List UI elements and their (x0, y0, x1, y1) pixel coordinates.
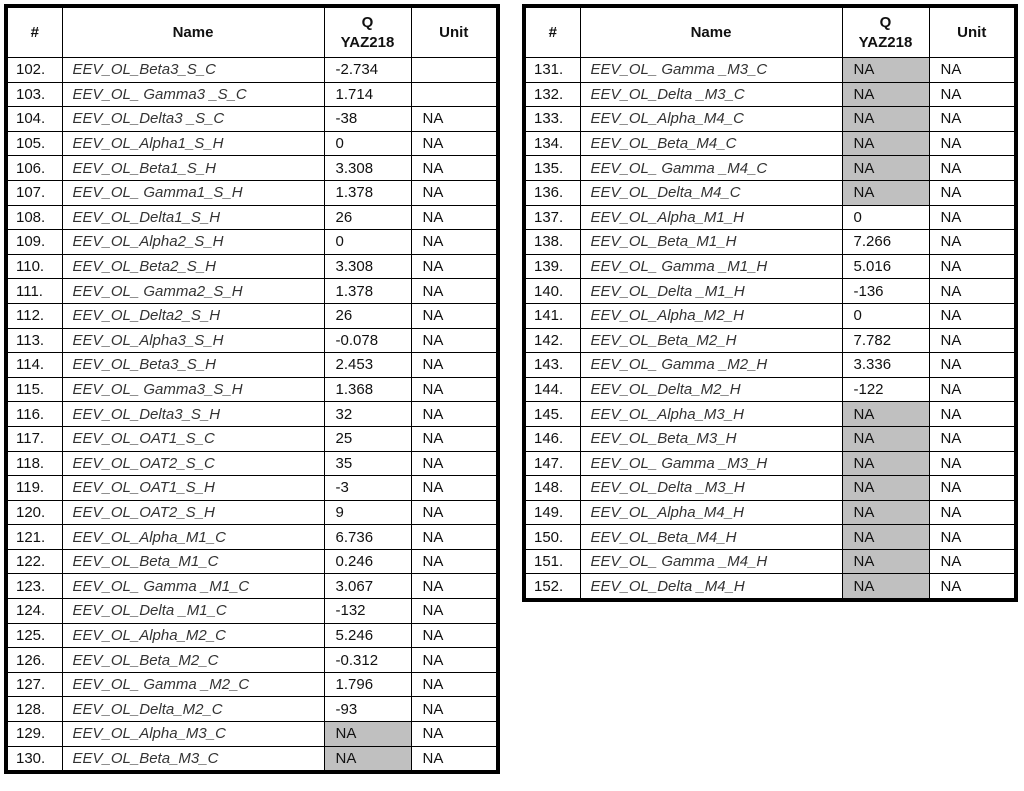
parameter-name: EEV_OL_Beta3_S_H (62, 353, 324, 378)
row-number: 138. (524, 230, 580, 255)
parameter-table-right (522, 4, 1018, 602)
unit-value: NA (929, 549, 1016, 574)
q-yaz218-value: NA (842, 156, 929, 181)
parameter-name: EEV_OL_ Gamma3 _S_C (62, 82, 324, 107)
q-yaz218-value: NA (842, 476, 929, 501)
row-number: 152. (524, 574, 580, 600)
row-number: 135. (524, 156, 580, 181)
row-number: 129. (6, 722, 62, 747)
parameter-name: EEV_OL_Delta_M2_H (580, 377, 842, 402)
row-number: 130. (6, 746, 62, 772)
table-row (6, 377, 498, 402)
q-yaz218-value: 0.246 (324, 549, 411, 574)
header-q-yaz218 (324, 6, 411, 58)
unit-value: NA (929, 82, 1016, 107)
table-row (6, 426, 498, 451)
table-row (524, 451, 1016, 476)
q-yaz218-value: 1.368 (324, 377, 411, 402)
parameter-name: EEV_OL_ Gamma _M3_C (580, 58, 842, 83)
parameter-name: EEV_OL_Beta_M2_H (580, 328, 842, 353)
table-row (524, 377, 1016, 402)
row-number: 121. (6, 525, 62, 550)
parameter-name: EEV_OL_Delta_M2_C (62, 697, 324, 722)
row-number: 103. (6, 82, 62, 107)
table-row (6, 82, 498, 107)
q-yaz218-value: 3.336 (842, 353, 929, 378)
row-number: 136. (524, 180, 580, 205)
table-row (6, 549, 498, 574)
row-number: 132. (524, 82, 580, 107)
parameter-name: EEV_OL_Alpha_M4_H (580, 500, 842, 525)
parameter-name: EEV_OL_Alpha_M3_C (62, 722, 324, 747)
parameter-name: EEV_OL_Alpha_M1_C (62, 525, 324, 550)
unit-value: NA (411, 451, 498, 476)
row-number: 117. (6, 426, 62, 451)
row-number: 144. (524, 377, 580, 402)
row-number: 151. (524, 549, 580, 574)
parameter-table-left (4, 4, 500, 774)
unit-value: NA (411, 107, 498, 132)
table-row (524, 328, 1016, 353)
parameter-name: EEV_OL_Alpha_M3_H (580, 402, 842, 427)
parameter-name: EEV_OL_Beta_M2_C (62, 648, 324, 673)
table-row (6, 353, 498, 378)
table-body-left (6, 58, 498, 773)
q-yaz218-value: 35 (324, 451, 411, 476)
table-row (6, 230, 498, 255)
header-q-line2: YAZ218 (858, 33, 913, 51)
unit-value: NA (411, 599, 498, 624)
unit-value: NA (929, 156, 1016, 181)
q-yaz218-value: 9 (324, 500, 411, 525)
row-number: 128. (6, 697, 62, 722)
unit-value: NA (411, 746, 498, 772)
q-yaz218-value: 0 (324, 230, 411, 255)
parameter-name: EEV_OL_OAT2_S_C (62, 451, 324, 476)
header-row (524, 6, 1016, 58)
unit-value: NA (929, 402, 1016, 427)
table-row (6, 648, 498, 673)
row-number: 118. (6, 451, 62, 476)
table-row (6, 254, 498, 279)
q-yaz218-value: 32 (324, 402, 411, 427)
row-number: 110. (6, 254, 62, 279)
row-number: 113. (6, 328, 62, 353)
parameter-name: EEV_OL_Beta_M1_H (580, 230, 842, 255)
parameter-name: EEV_OL_Delta _M3_C (580, 82, 842, 107)
unit-value: NA (411, 476, 498, 501)
q-yaz218-value: 6.736 (324, 525, 411, 550)
row-number: 127. (6, 672, 62, 697)
table-row (6, 205, 498, 230)
q-yaz218-value: NA (842, 131, 929, 156)
parameter-name: EEV_OL_Alpha3_S_H (62, 328, 324, 353)
q-yaz218-value: 0 (842, 303, 929, 328)
unit-value: NA (411, 156, 498, 181)
unit-value: NA (929, 205, 1016, 230)
unit-value: NA (929, 574, 1016, 600)
unit-value: NA (411, 722, 498, 747)
q-yaz218-value: 1.796 (324, 672, 411, 697)
q-yaz218-value: NA (842, 180, 929, 205)
row-number: 141. (524, 303, 580, 328)
q-yaz218-value: 3.308 (324, 156, 411, 181)
unit-value: NA (929, 426, 1016, 451)
parameter-name: EEV_OL_Beta3_S_C (62, 58, 324, 83)
row-number: 142. (524, 328, 580, 353)
table-row (6, 107, 498, 132)
unit-value: NA (411, 648, 498, 673)
row-number: 148. (524, 476, 580, 501)
unit-value: NA (929, 377, 1016, 402)
q-yaz218-value: -38 (324, 107, 411, 132)
header-unit: Unit (411, 6, 498, 58)
table-row (6, 697, 498, 722)
q-yaz218-value: NA (324, 722, 411, 747)
unit-value (411, 82, 498, 107)
q-yaz218-value: -0.312 (324, 648, 411, 673)
parameter-name: EEV_OL_Delta3_S_H (62, 402, 324, 427)
unit-value: NA (411, 353, 498, 378)
unit-value: NA (411, 426, 498, 451)
parameter-name: EEV_OL_Alpha_M2_C (62, 623, 324, 648)
row-number: 149. (524, 500, 580, 525)
table-row (524, 230, 1016, 255)
parameter-name: EEV_OL_Delta3 _S_C (62, 107, 324, 132)
unit-value: NA (929, 353, 1016, 378)
row-number: 124. (6, 599, 62, 624)
row-number: 119. (6, 476, 62, 501)
parameter-name: EEV_OL_Delta _M1_C (62, 599, 324, 624)
row-number: 140. (524, 279, 580, 304)
table-row (524, 402, 1016, 427)
q-yaz218-value: 0 (324, 131, 411, 156)
unit-value: NA (929, 131, 1016, 156)
row-number: 116. (6, 402, 62, 427)
parameter-name: EEV_OL_Beta_M1_C (62, 549, 324, 574)
parameter-name: EEV_OL_ Gamma3_S_H (62, 377, 324, 402)
header-q-line1: Q (361, 13, 374, 31)
table-row (6, 574, 498, 599)
parameter-name: EEV_OL_Delta1_S_H (62, 205, 324, 230)
table-row (524, 254, 1016, 279)
unit-value: NA (411, 180, 498, 205)
table-row (524, 476, 1016, 501)
table-row (524, 574, 1016, 600)
table-row (6, 58, 498, 83)
parameter-name: EEV_OL_Alpha1_S_H (62, 131, 324, 156)
q-yaz218-value: NA (842, 525, 929, 550)
unit-value: NA (411, 230, 498, 255)
row-number: 147. (524, 451, 580, 476)
q-yaz218-value: 7.782 (842, 328, 929, 353)
table-row (524, 353, 1016, 378)
unit-value: NA (929, 500, 1016, 525)
unit-value: NA (929, 58, 1016, 83)
table-body-right (524, 58, 1016, 601)
table-row (524, 107, 1016, 132)
table-row (524, 303, 1016, 328)
q-yaz218-value: NA (842, 451, 929, 476)
unit-value: NA (929, 279, 1016, 304)
row-number: 123. (6, 574, 62, 599)
table-row (6, 451, 498, 476)
parameter-name: EEV_OL_OAT1_S_C (62, 426, 324, 451)
row-number: 108. (6, 205, 62, 230)
row-number: 109. (6, 230, 62, 255)
parameter-name: EEV_OL_ Gamma2_S_H (62, 279, 324, 304)
row-number: 104. (6, 107, 62, 132)
q-yaz218-value: 0 (842, 205, 929, 230)
table-row (524, 279, 1016, 304)
q-yaz218-value: NA (842, 58, 929, 83)
q-yaz218-value: -132 (324, 599, 411, 624)
table-row (524, 82, 1016, 107)
q-yaz218-value: -136 (842, 279, 929, 304)
parameter-name: EEV_OL_Beta_M3_C (62, 746, 324, 772)
q-yaz218-value: NA (842, 574, 929, 600)
q-yaz218-value: 1.378 (324, 279, 411, 304)
parameter-name: EEV_OL_Beta1_S_H (62, 156, 324, 181)
table-row (6, 672, 498, 697)
q-yaz218-value: -93 (324, 697, 411, 722)
table-row (6, 722, 498, 747)
unit-value: NA (929, 476, 1016, 501)
q-yaz218-value: NA (842, 82, 929, 107)
unit-value: NA (411, 500, 498, 525)
table-row (524, 205, 1016, 230)
q-yaz218-value: NA (842, 549, 929, 574)
unit-value: NA (929, 303, 1016, 328)
unit-value: NA (411, 525, 498, 550)
parameter-name: EEV_OL_ Gamma _M1_H (580, 254, 842, 279)
unit-value: NA (929, 230, 1016, 255)
row-number: 131. (524, 58, 580, 83)
table-row (6, 599, 498, 624)
table-row (6, 303, 498, 328)
parameter-name: EEV_OL_ Gamma _M2_C (62, 672, 324, 697)
parameter-name: EEV_OL_Beta_M4_H (580, 525, 842, 550)
parameter-name: EEV_OL_Beta_M4_C (580, 131, 842, 156)
row-number: 105. (6, 131, 62, 156)
table-row (6, 131, 498, 156)
table-row (524, 131, 1016, 156)
header-row (6, 6, 498, 58)
q-yaz218-value: 7.266 (842, 230, 929, 255)
unit-value: NA (929, 180, 1016, 205)
parameter-name: EEV_OL_OAT1_S_H (62, 476, 324, 501)
table-row (6, 279, 498, 304)
table-row (524, 156, 1016, 181)
table-row (524, 58, 1016, 83)
table-row (524, 525, 1016, 550)
parameter-name: EEV_OL_Delta2_S_H (62, 303, 324, 328)
row-number: 115. (6, 377, 62, 402)
header-q-yaz218 (842, 6, 929, 58)
parameter-name: EEV_OL_ Gamma1_S_H (62, 180, 324, 205)
table-row (6, 156, 498, 181)
header-name: Name (62, 6, 324, 58)
row-number: 150. (524, 525, 580, 550)
table-row (6, 500, 498, 525)
unit-value: NA (411, 303, 498, 328)
parameter-name: EEV_OL_Beta2_S_H (62, 254, 324, 279)
row-number: 137. (524, 205, 580, 230)
row-number: 111. (6, 279, 62, 304)
q-yaz218-value: -2.734 (324, 58, 411, 83)
table-row (524, 549, 1016, 574)
row-number: 133. (524, 107, 580, 132)
unit-value: NA (411, 623, 498, 648)
parameter-name: EEV_OL_ Gamma _M3_H (580, 451, 842, 476)
header-name: Name (580, 6, 842, 58)
header-number: # (524, 6, 580, 58)
row-number: 126. (6, 648, 62, 673)
row-number: 112. (6, 303, 62, 328)
row-number: 107. (6, 180, 62, 205)
unit-value: NA (411, 574, 498, 599)
unit-value (411, 58, 498, 83)
q-yaz218-value: 25 (324, 426, 411, 451)
table-row (524, 426, 1016, 451)
q-yaz218-value: NA (842, 107, 929, 132)
q-yaz218-value: 26 (324, 303, 411, 328)
parameter-name: EEV_OL_Delta _M3_H (580, 476, 842, 501)
table-row (524, 500, 1016, 525)
parameter-name: EEV_OL_Alpha_M1_H (580, 205, 842, 230)
header-q-line1: Q (879, 13, 892, 31)
unit-value: NA (411, 131, 498, 156)
parameter-name: EEV_OL_Alpha_M4_C (580, 107, 842, 132)
unit-value: NA (411, 279, 498, 304)
parameter-name: EEV_OL_Delta_M4_C (580, 180, 842, 205)
unit-value: NA (929, 328, 1016, 353)
row-number: 122. (6, 549, 62, 574)
table-row (6, 328, 498, 353)
unit-value: NA (411, 402, 498, 427)
unit-value: NA (411, 697, 498, 722)
row-number: 114. (6, 353, 62, 378)
parameter-name: EEV_OL_ Gamma _M2_H (580, 353, 842, 378)
table-row (6, 623, 498, 648)
unit-value: NA (929, 254, 1016, 279)
parameter-name: EEV_OL_Alpha2_S_H (62, 230, 324, 255)
header-q-line2: YAZ218 (340, 33, 395, 51)
table-row (6, 402, 498, 427)
unit-value: NA (411, 549, 498, 574)
parameter-name: EEV_OL_Delta _M4_H (580, 574, 842, 600)
q-yaz218-value: 2.453 (324, 353, 411, 378)
parameter-name: EEV_OL_Alpha_M2_H (580, 303, 842, 328)
q-yaz218-value: 1.378 (324, 180, 411, 205)
unit-value: NA (411, 672, 498, 697)
unit-value: NA (929, 525, 1016, 550)
unit-value: NA (411, 254, 498, 279)
q-yaz218-value: NA (842, 500, 929, 525)
row-number: 134. (524, 131, 580, 156)
row-number: 146. (524, 426, 580, 451)
q-yaz218-value: 5.246 (324, 623, 411, 648)
q-yaz218-value: NA (842, 402, 929, 427)
unit-value: NA (411, 328, 498, 353)
header-number: # (6, 6, 62, 58)
parameter-name: EEV_OL_Beta_M3_H (580, 426, 842, 451)
q-yaz218-value: -0.078 (324, 328, 411, 353)
parameter-name: EEV_OL_OAT2_S_H (62, 500, 324, 525)
parameter-name: EEV_OL_ Gamma _M1_C (62, 574, 324, 599)
unit-value: NA (929, 107, 1016, 132)
row-number: 143. (524, 353, 580, 378)
q-yaz218-value: NA (324, 746, 411, 772)
header-unit: Unit (929, 6, 1016, 58)
table-row (524, 180, 1016, 205)
q-yaz218-value: 1.714 (324, 82, 411, 107)
row-number: 102. (6, 58, 62, 83)
q-yaz218-value: NA (842, 426, 929, 451)
table-row (6, 746, 498, 772)
q-yaz218-value: 3.067 (324, 574, 411, 599)
unit-value: NA (411, 377, 498, 402)
row-number: 139. (524, 254, 580, 279)
parameter-name: EEV_OL_ Gamma _M4_C (580, 156, 842, 181)
q-yaz218-value: 3.308 (324, 254, 411, 279)
parameter-name: EEV_OL_Delta _M1_H (580, 279, 842, 304)
unit-value: NA (411, 205, 498, 230)
row-number: 106. (6, 156, 62, 181)
parameter-name: EEV_OL_ Gamma _M4_H (580, 549, 842, 574)
q-yaz218-value: -3 (324, 476, 411, 501)
q-yaz218-value: -122 (842, 377, 929, 402)
table-row (6, 525, 498, 550)
unit-value: NA (929, 451, 1016, 476)
row-number: 120. (6, 500, 62, 525)
q-yaz218-value: 5.016 (842, 254, 929, 279)
table-row (6, 476, 498, 501)
table-row (6, 180, 498, 205)
row-number: 145. (524, 402, 580, 427)
q-yaz218-value: 26 (324, 205, 411, 230)
row-number: 125. (6, 623, 62, 648)
